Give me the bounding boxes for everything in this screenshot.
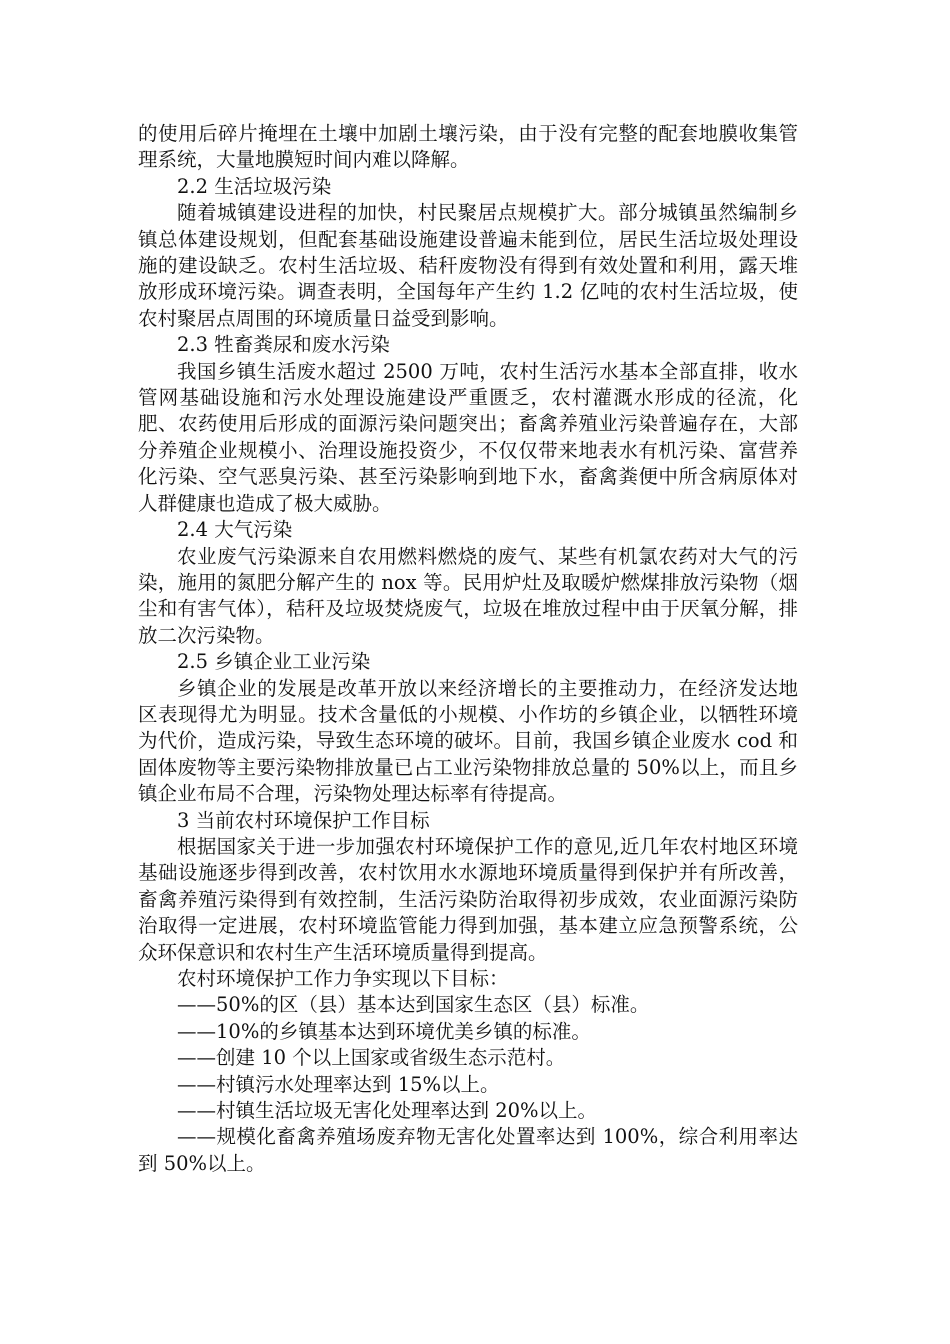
section-heading-2-5: 2.5 乡镇企业工业污染: [177, 650, 371, 674]
paragraph-targets-intro: 农村环境保护工作力争实现以下目标：: [177, 967, 509, 990]
section-heading-3: 3 当前农村环境保护工作目标: [177, 808, 430, 832]
paragraph-livestock-wastewater: 我国乡镇生活废水超过 2500 万吨，农村生活污水基本全部直排，收水管网基础设施和污水处理设施建设严重匮乏，农村灌溉水形成的径流，化肥、农药使用后形成的面源污染问题突出；畜禽养殖业污染普遍存在，大部分养殖企业规模小、治理设施投资少，不仅仅带来地表水有机污染、富营养化污染、空气恶臭污染、甚至污染影响到地下水，畜禽粪便中所含病原体对人群健康也造成了极大威胁。: [138, 359, 798, 515]
list-item-target-1: ——50%的区（县）基本达到国家生态区（县）标准。: [177, 993, 650, 1017]
section-heading-2-3: 2.3 牲畜粪尿和废水污染: [177, 333, 390, 357]
paragraph-air-pollution: 农业废气污染源来自农用燃料燃烧的废气、某些有机氯农药对大气的污染，施用的氮肥分解产生的 nox 等。民用炉灶及取暖炉燃煤排放污染物（烟尘和有害气体），秸秆及垃圾焚烧废气，垃圾在堆放过程中由于厌氧分解，排放二次污染物。: [138, 544, 798, 647]
list-item-target-2: ——10%的乡镇基本达到环境优美乡镇的标准。: [177, 1019, 591, 1043]
section-heading-2-2: 2.2 生活垃圾污染: [177, 174, 332, 198]
list-item-target-3: ——创建 10 个以上国家或省级生态示范村。: [177, 1046, 566, 1070]
paragraph-continuation: 的使用后碎片掩埋在土壤中加剧土壤污染，由于没有完整的配套地膜收集管理系统，大量地膜短时间内难以降解。: [138, 122, 798, 172]
paragraph-protection-goals: 根据国家关于进一步加强农村环境保护工作的意见,近几年农村地区环境基础设施逐步得到改善，农村饮用水水源地环境质量得到保护并有所改善，畜禽养殖污染得到有效控制，生活污染防治取得初步成效，农业面源污染防治取得一定进展，农村环境监管能力得到加强，基本建立应急预警系统，公众环保意识和农村生产生活环境质量得到提高。: [138, 834, 798, 964]
paragraph-household-waste: 随着城镇建设进程的加快，村民聚居点规模扩大。部分城镇虽然编制乡镇总体建设规划，但配套基础设施建设普遍未能到位，居民生活垃圾处理设施的建设缺乏。农村生活垃圾、秸秆废物没有得到有效处置和利用，露天堆放形成环境污染。调查表明，全国每年产生约 1.2 亿吨的农村生活垃圾，使农村聚居点周围的环境质量日益受到影响。: [138, 201, 798, 330]
list-item-target-4: ——村镇污水处理率达到 15%以上。: [177, 1072, 500, 1096]
list-item-target-5: ——村镇生活垃圾无害化处理率达到 20%以上。: [177, 1099, 598, 1123]
document-page: [138, 121, 798, 1177]
section-heading-2-4: 2.4 大气污染: [177, 518, 293, 542]
paragraph-township-industry: 乡镇企业的发展是改革开放以来经济增长的主要推动力，在经济发达地区表现得尤为明显。技术含量低的小规模、小作坊的乡镇企业，以牺牲环境为代价，造成污染，导致生态环境的破坏。目前，我国乡镇企业废水 cod 和固体废物等主要污染物排放量已占工业污染物排放总量的 50%以上，而且乡镇企业布局不合理，污染物处理达标率有待提高。: [138, 676, 798, 806]
list-item-target-6: ——规模化畜禽养殖场废弃物无害化处置率达到 100%，综合利用率达到 50%以上。: [138, 1125, 798, 1175]
